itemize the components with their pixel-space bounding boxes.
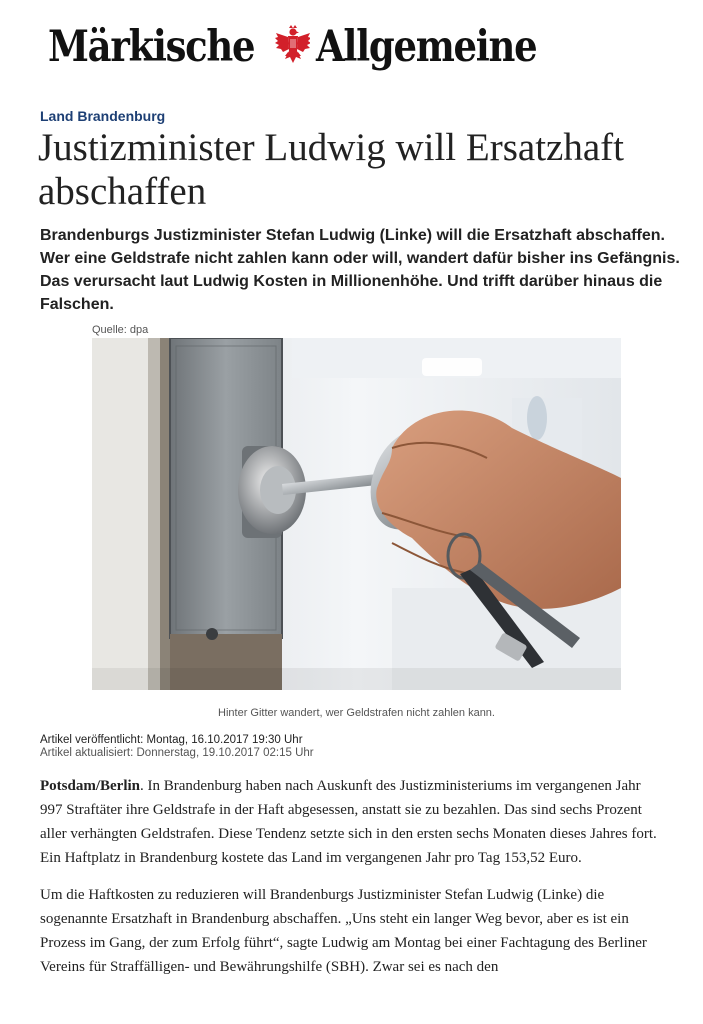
paragraph-text: . In Brandenburg haben nach Auskunft des Justizministeriums im vergangenen Jahr 997 Straftäter ihre Geldstrafe in der Haft abgesessen, anstatt sie zu bezahlen. Das sind sechs Prozent aller verhängten Geldstrafen. Diese Tendenz setzte sich in den ersten sechs Monaten dieses Jahres fort. Ein Haftplatz in Brandenburg kostete das Land im vergangenen Jahr pro Tag 153,52 Euro. — [40, 778, 657, 866]
masthead-logo[interactable] — [48, 14, 572, 80]
published-date: Artikel veröffentlicht: Montag, 16.10.2017 19:30 Uhr — [40, 734, 303, 746]
article-meta — [40, 734, 314, 760]
dateline: Potsdam/Berlin — [40, 778, 140, 794]
article-headline: Justizminister Ludwig will Ersatzhaft abschaffen — [38, 126, 624, 213]
article-image[interactable] — [92, 338, 621, 690]
paragraph — [40, 774, 665, 870]
paragraph: Um die Haftkosten zu reduzieren will Brandenburgs Justizminister Stefan Ludwig (Linke) die sogenannte Ersatzhaft in Brandenburg abschaffen. „Uns steht ein langer Weg bevor, aber es ist ein Prozess im Gang, der zum Erfolg führt“, sagte Ludwig am Montag bei einer Fachtagung des Berliner Vereins für Straffälligen- und Bewährungshilfe (SBH). Zwar sei es nach den — [40, 887, 647, 975]
article-body — [40, 774, 665, 992]
section-label[interactable]: Land Brandenburg — [40, 108, 166, 124]
image-caption: Hinter Gitter wandert, wer Geldstrafen nicht zahlen kann. — [218, 707, 495, 719]
article-lead: Brandenburgs Justizminister Stefan Ludwig (Linke) will die Ersatzhaft abschaffen. Wer eine Geldstrafe nicht zahlen kann oder will, wandert dafür bisher ins Gefängnis. Das verursacht laut Ludwig Kosten in Millionenhöhe. Und trifft darüber hinaus die Falschen. — [40, 227, 680, 313]
red-eagle-icon — [274, 25, 310, 69]
brand-name-right: Allgemeine — [315, 22, 537, 72]
updated-date: Artikel aktualisiert: Donnerstag, 19.10.2017 02:15 Uhr — [40, 747, 314, 759]
brand-name-left: Märkische — [48, 22, 255, 72]
image-source: Quelle: dpa — [92, 324, 149, 336]
cell-door-key-photo — [92, 338, 621, 690]
